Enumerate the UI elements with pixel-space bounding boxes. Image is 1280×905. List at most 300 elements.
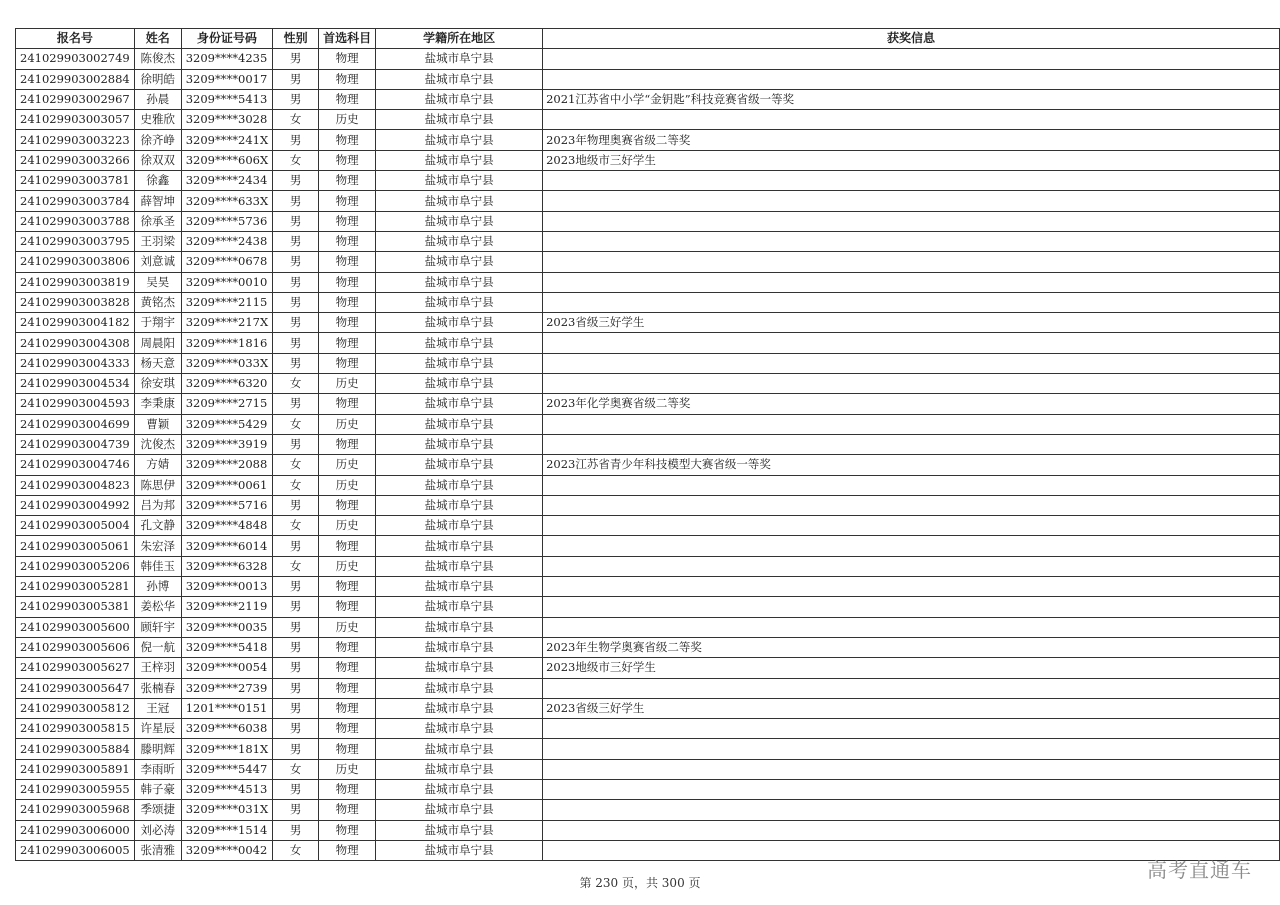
cell-region: 盐城市阜宁县 xyxy=(376,252,543,272)
cell-awards xyxy=(543,211,1280,231)
table-row xyxy=(16,637,1280,657)
cell-gender: 男 xyxy=(273,89,319,109)
cell-id-number: 3209****6328 xyxy=(181,556,272,576)
table-row xyxy=(16,779,1280,799)
cell-name: 徐双双 xyxy=(134,150,181,170)
cell-id-number: 3209****1816 xyxy=(181,333,272,353)
cell-id-number: 3209****4513 xyxy=(181,779,272,799)
cell-registration-no: 241029903005955 xyxy=(16,779,135,799)
table-row xyxy=(16,840,1280,860)
cell-registration-no: 241029903004308 xyxy=(16,333,135,353)
cell-registration-no: 241029903002884 xyxy=(16,69,135,89)
cell-primary-subject: 物理 xyxy=(319,272,376,292)
cell-name: 倪一航 xyxy=(134,637,181,657)
cell-name: 徐鑫 xyxy=(134,171,181,191)
cell-id-number: 3209****241X xyxy=(181,130,272,150)
cell-registration-no: 241029903004823 xyxy=(16,475,135,495)
cell-name: 王梓羽 xyxy=(134,658,181,678)
cell-awards xyxy=(543,231,1280,251)
cell-primary-subject: 历史 xyxy=(319,617,376,637)
cell-name: 许星辰 xyxy=(134,719,181,739)
cell-gender: 男 xyxy=(273,272,319,292)
cell-awards xyxy=(543,820,1280,840)
cell-awards xyxy=(543,759,1280,779)
table-row xyxy=(16,211,1280,231)
cell-gender: 男 xyxy=(273,130,319,150)
header-name: 姓名 xyxy=(134,29,181,49)
cell-registration-no: 241029903003266 xyxy=(16,150,135,170)
cell-gender: 男 xyxy=(273,211,319,231)
cell-registration-no: 241029903005627 xyxy=(16,658,135,678)
cell-id-number: 3209****606X xyxy=(181,150,272,170)
cell-primary-subject: 物理 xyxy=(319,800,376,820)
cell-region: 盐城市阜宁县 xyxy=(376,516,543,536)
cell-id-number: 3209****6014 xyxy=(181,536,272,556)
cell-primary-subject: 历史 xyxy=(319,455,376,475)
cell-registration-no: 241029903005206 xyxy=(16,556,135,576)
cell-primary-subject: 历史 xyxy=(319,475,376,495)
cell-gender: 男 xyxy=(273,536,319,556)
cell-registration-no: 241029903002749 xyxy=(16,49,135,69)
cell-name: 张清雅 xyxy=(134,840,181,860)
cell-name: 徐齐峥 xyxy=(134,130,181,150)
cell-region: 盐城市阜宁县 xyxy=(376,475,543,495)
cell-primary-subject: 物理 xyxy=(319,658,376,678)
cell-region: 盐城市阜宁县 xyxy=(376,739,543,759)
cell-id-number: 3209****5429 xyxy=(181,414,272,434)
table-row xyxy=(16,516,1280,536)
cell-primary-subject: 物理 xyxy=(319,211,376,231)
cell-primary-subject: 历史 xyxy=(319,374,376,394)
cell-awards xyxy=(543,516,1280,536)
header-gender: 性别 xyxy=(273,29,319,49)
watermark-logo: 高考直通车 xyxy=(1147,858,1252,882)
cell-awards xyxy=(543,556,1280,576)
cell-id-number: 3209****033X xyxy=(181,353,272,373)
table-row xyxy=(16,719,1280,739)
cell-awards xyxy=(543,536,1280,556)
cell-awards xyxy=(543,414,1280,434)
cell-awards: 2023江苏省青少年科技模型大赛省级一等奖 xyxy=(543,455,1280,475)
cell-region: 盐城市阜宁县 xyxy=(376,455,543,475)
cell-gender: 男 xyxy=(273,191,319,211)
cell-name: 黄铭杰 xyxy=(134,292,181,312)
cell-region: 盐城市阜宁县 xyxy=(376,49,543,69)
table-row xyxy=(16,333,1280,353)
cell-name: 韩佳玉 xyxy=(134,556,181,576)
cell-name: 滕明辉 xyxy=(134,739,181,759)
cell-name: 薛智坤 xyxy=(134,191,181,211)
cell-region: 盐城市阜宁县 xyxy=(376,110,543,130)
cell-primary-subject: 物理 xyxy=(319,191,376,211)
table-row xyxy=(16,69,1280,89)
cell-region: 盐城市阜宁县 xyxy=(376,698,543,718)
cell-region: 盐城市阜宁县 xyxy=(376,556,543,576)
cell-name: 陈俊杰 xyxy=(134,49,181,69)
cell-region: 盐城市阜宁县 xyxy=(376,759,543,779)
cell-awards: 2023地级市三好学生 xyxy=(543,150,1280,170)
cell-region: 盐城市阜宁县 xyxy=(376,719,543,739)
cell-id-number: 3209****5716 xyxy=(181,495,272,515)
cell-gender: 女 xyxy=(273,150,319,170)
cell-awards xyxy=(543,191,1280,211)
table-row xyxy=(16,130,1280,150)
cell-primary-subject: 物理 xyxy=(319,231,376,251)
table-row xyxy=(16,658,1280,678)
cell-name: 曹颖 xyxy=(134,414,181,434)
cell-name: 吕为邦 xyxy=(134,495,181,515)
cell-primary-subject: 历史 xyxy=(319,414,376,434)
cell-registration-no: 241029903005281 xyxy=(16,577,135,597)
cell-gender: 男 xyxy=(273,333,319,353)
cell-awards xyxy=(543,49,1280,69)
cell-gender: 男 xyxy=(273,637,319,657)
table-row xyxy=(16,556,1280,576)
cell-id-number: 3209****2088 xyxy=(181,455,272,475)
cell-primary-subject: 物理 xyxy=(319,89,376,109)
table-row xyxy=(16,353,1280,373)
cell-name: 孙晨 xyxy=(134,89,181,109)
cell-primary-subject: 物理 xyxy=(319,495,376,515)
cell-id-number: 3209****5447 xyxy=(181,759,272,779)
cell-region: 盐城市阜宁县 xyxy=(376,597,543,617)
cell-name: 徐安琪 xyxy=(134,374,181,394)
cell-region: 盐城市阜宁县 xyxy=(376,150,543,170)
header-registration-no: 报名号 xyxy=(16,29,135,49)
cell-gender: 女 xyxy=(273,414,319,434)
cell-registration-no: 241029903003784 xyxy=(16,191,135,211)
table-row xyxy=(16,374,1280,394)
cell-id-number: 3209****1514 xyxy=(181,820,272,840)
cell-region: 盐城市阜宁县 xyxy=(376,353,543,373)
cell-region: 盐城市阜宁县 xyxy=(376,211,543,231)
cell-registration-no: 241029903005600 xyxy=(16,617,135,637)
cell-registration-no: 241029903005968 xyxy=(16,800,135,820)
cell-name: 刘必涛 xyxy=(134,820,181,840)
cell-awards xyxy=(543,739,1280,759)
cell-primary-subject: 历史 xyxy=(319,759,376,779)
cell-registration-no: 241029903003781 xyxy=(16,171,135,191)
cell-primary-subject: 物理 xyxy=(319,333,376,353)
cell-id-number: 3209****4848 xyxy=(181,516,272,536)
cell-primary-subject: 历史 xyxy=(319,110,376,130)
cell-name: 陈思伊 xyxy=(134,475,181,495)
cell-registration-no: 241029903003788 xyxy=(16,211,135,231)
cell-awards xyxy=(543,495,1280,515)
cell-name: 孙博 xyxy=(134,577,181,597)
cell-id-number: 3209****5418 xyxy=(181,637,272,657)
cell-registration-no: 241029903003057 xyxy=(16,110,135,130)
cell-id-number: 3209****2434 xyxy=(181,171,272,191)
cell-region: 盐城市阜宁县 xyxy=(376,536,543,556)
cell-gender: 男 xyxy=(273,820,319,840)
cell-region: 盐城市阜宁县 xyxy=(376,840,543,860)
cell-gender: 女 xyxy=(273,556,319,576)
cell-gender: 男 xyxy=(273,49,319,69)
cell-id-number: 3209****217X xyxy=(181,313,272,333)
cell-primary-subject: 物理 xyxy=(319,840,376,860)
cell-registration-no: 241029903003806 xyxy=(16,252,135,272)
cell-registration-no: 241029903005812 xyxy=(16,698,135,718)
table-row xyxy=(16,252,1280,272)
cell-gender: 男 xyxy=(273,495,319,515)
cell-id-number: 3209****2438 xyxy=(181,231,272,251)
cell-registration-no: 241029903005606 xyxy=(16,637,135,657)
table-row xyxy=(16,49,1280,69)
table-row xyxy=(16,678,1280,698)
cell-registration-no: 241029903004182 xyxy=(16,313,135,333)
cell-registration-no: 241029903003223 xyxy=(16,130,135,150)
cell-registration-no: 241029903003828 xyxy=(16,292,135,312)
cell-id-number: 3209****0061 xyxy=(181,475,272,495)
header-region: 学籍所在地区 xyxy=(376,29,543,49)
cell-awards: 2023省级三好学生 xyxy=(543,313,1280,333)
cell-registration-no: 241029903005004 xyxy=(16,516,135,536)
cell-id-number: 3209****3919 xyxy=(181,434,272,454)
cell-primary-subject: 物理 xyxy=(319,577,376,597)
table-row xyxy=(16,231,1280,251)
cell-gender: 女 xyxy=(273,516,319,536)
cell-id-number: 3209****4235 xyxy=(181,49,272,69)
table-row xyxy=(16,759,1280,779)
cell-primary-subject: 物理 xyxy=(319,394,376,414)
cell-registration-no: 241029903006000 xyxy=(16,820,135,840)
cell-name: 周晨阳 xyxy=(134,333,181,353)
table-row xyxy=(16,577,1280,597)
cell-name: 史雅欣 xyxy=(134,110,181,130)
cell-name: 李秉康 xyxy=(134,394,181,414)
cell-primary-subject: 物理 xyxy=(319,353,376,373)
cell-primary-subject: 物理 xyxy=(319,130,376,150)
cell-awards xyxy=(543,110,1280,130)
cell-registration-no: 241029903005884 xyxy=(16,739,135,759)
cell-region: 盐城市阜宁县 xyxy=(376,779,543,799)
cell-primary-subject: 物理 xyxy=(319,698,376,718)
cell-primary-subject: 物理 xyxy=(319,252,376,272)
cell-primary-subject: 物理 xyxy=(319,313,376,333)
cell-name: 孔文静 xyxy=(134,516,181,536)
cell-id-number: 3209****0042 xyxy=(181,840,272,860)
cell-registration-no: 241029903004333 xyxy=(16,353,135,373)
cell-gender: 女 xyxy=(273,110,319,130)
cell-registration-no: 241029903003795 xyxy=(16,231,135,251)
cell-id-number: 3209****2119 xyxy=(181,597,272,617)
cell-gender: 男 xyxy=(273,252,319,272)
cell-id-number: 3209****6038 xyxy=(181,719,272,739)
cell-awards: 2023年物理奥赛省级二等奖 xyxy=(543,130,1280,150)
cell-registration-no: 241029903004593 xyxy=(16,394,135,414)
table-row xyxy=(16,191,1280,211)
cell-region: 盐城市阜宁县 xyxy=(376,577,543,597)
cell-name: 杨天意 xyxy=(134,353,181,373)
cell-awards: 2023年生物学奥赛省级二等奖 xyxy=(543,637,1280,657)
page-number-text: 第 230 页，共 300 页 xyxy=(579,876,701,890)
cell-name: 刘意诚 xyxy=(134,252,181,272)
cell-id-number: 3209****5736 xyxy=(181,211,272,231)
header-awards: 获奖信息 xyxy=(543,29,1280,49)
cell-region: 盐城市阜宁县 xyxy=(376,69,543,89)
cell-id-number: 3209****3028 xyxy=(181,110,272,130)
cell-gender: 男 xyxy=(273,394,319,414)
cell-registration-no: 241029903004534 xyxy=(16,374,135,394)
cell-name: 朱宏泽 xyxy=(134,536,181,556)
cell-primary-subject: 物理 xyxy=(319,637,376,657)
cell-gender: 男 xyxy=(273,597,319,617)
cell-id-number: 3209****5413 xyxy=(181,89,272,109)
cell-awards xyxy=(543,597,1280,617)
cell-gender: 女 xyxy=(273,759,319,779)
cell-id-number: 3209****031X xyxy=(181,800,272,820)
cell-awards xyxy=(543,678,1280,698)
header-id-number: 身份证号码 xyxy=(181,29,272,49)
cell-primary-subject: 物理 xyxy=(319,150,376,170)
cell-id-number: 3209****0054 xyxy=(181,658,272,678)
table-row xyxy=(16,394,1280,414)
cell-id-number: 3209****0017 xyxy=(181,69,272,89)
cell-gender: 男 xyxy=(273,434,319,454)
cell-id-number: 3209****0010 xyxy=(181,272,272,292)
cell-id-number: 3209****6320 xyxy=(181,374,272,394)
cell-name: 于翔宇 xyxy=(134,313,181,333)
cell-gender: 男 xyxy=(273,577,319,597)
cell-gender: 男 xyxy=(273,678,319,698)
cell-region: 盐城市阜宁县 xyxy=(376,637,543,657)
table-row xyxy=(16,414,1280,434)
cell-awards xyxy=(543,69,1280,89)
cell-primary-subject: 物理 xyxy=(319,719,376,739)
cell-name: 顾轩宇 xyxy=(134,617,181,637)
table-row xyxy=(16,89,1280,109)
cell-id-number: 3209****2739 xyxy=(181,678,272,698)
cell-name: 沈俊杰 xyxy=(134,434,181,454)
table-row xyxy=(16,536,1280,556)
cell-name: 韩子豪 xyxy=(134,779,181,799)
cell-region: 盐城市阜宁县 xyxy=(376,658,543,678)
cell-primary-subject: 物理 xyxy=(319,678,376,698)
cell-gender: 男 xyxy=(273,658,319,678)
table-row xyxy=(16,597,1280,617)
cell-region: 盐城市阜宁县 xyxy=(376,292,543,312)
cell-awards xyxy=(543,719,1280,739)
cell-registration-no: 241029903005061 xyxy=(16,536,135,556)
cell-name: 张楠春 xyxy=(134,678,181,698)
cell-region: 盐城市阜宁县 xyxy=(376,333,543,353)
cell-registration-no: 241029903004746 xyxy=(16,455,135,475)
table-row xyxy=(16,495,1280,515)
cell-primary-subject: 物理 xyxy=(319,739,376,759)
cell-registration-no: 241029903004739 xyxy=(16,434,135,454)
cell-id-number: 3209****2715 xyxy=(181,394,272,414)
cell-awards xyxy=(543,292,1280,312)
cell-gender: 男 xyxy=(273,719,319,739)
cell-awards xyxy=(543,374,1280,394)
cell-region: 盐城市阜宁县 xyxy=(376,394,543,414)
cell-name: 季颂捷 xyxy=(134,800,181,820)
table-row xyxy=(16,800,1280,820)
cell-awards xyxy=(543,779,1280,799)
cell-id-number: 3209****0678 xyxy=(181,252,272,272)
cell-awards xyxy=(543,333,1280,353)
cell-registration-no: 241029903003819 xyxy=(16,272,135,292)
cell-registration-no: 241029903004699 xyxy=(16,414,135,434)
cell-awards xyxy=(543,475,1280,495)
cell-region: 盐城市阜宁县 xyxy=(376,434,543,454)
table-row xyxy=(16,292,1280,312)
cell-name: 吴昊 xyxy=(134,272,181,292)
table-row xyxy=(16,820,1280,840)
cell-gender: 男 xyxy=(273,292,319,312)
cell-awards xyxy=(543,353,1280,373)
table-row xyxy=(16,698,1280,718)
cell-primary-subject: 物理 xyxy=(319,171,376,191)
cell-region: 盐城市阜宁县 xyxy=(376,820,543,840)
cell-name: 徐承圣 xyxy=(134,211,181,231)
student-table xyxy=(15,28,1280,861)
cell-gender: 男 xyxy=(273,171,319,191)
cell-id-number: 3209****0013 xyxy=(181,577,272,597)
table-row xyxy=(16,617,1280,637)
cell-id-number: 3209****181X xyxy=(181,739,272,759)
cell-name: 王羽梁 xyxy=(134,231,181,251)
cell-awards xyxy=(543,577,1280,597)
cell-gender: 男 xyxy=(273,617,319,637)
cell-awards xyxy=(543,171,1280,191)
cell-gender: 男 xyxy=(273,231,319,251)
cell-region: 盐城市阜宁县 xyxy=(376,272,543,292)
cell-awards xyxy=(543,272,1280,292)
cell-region: 盐城市阜宁县 xyxy=(376,89,543,109)
cell-gender: 男 xyxy=(273,353,319,373)
header-row xyxy=(16,29,1280,49)
cell-registration-no: 241029903002967 xyxy=(16,89,135,109)
cell-registration-no: 241029903005891 xyxy=(16,759,135,779)
cell-region: 盐城市阜宁县 xyxy=(376,313,543,333)
cell-region: 盐城市阜宁县 xyxy=(376,171,543,191)
cell-registration-no: 241029903005647 xyxy=(16,678,135,698)
cell-awards xyxy=(543,252,1280,272)
cell-primary-subject: 物理 xyxy=(319,597,376,617)
cell-primary-subject: 物理 xyxy=(319,69,376,89)
cell-region: 盐城市阜宁县 xyxy=(376,495,543,515)
cell-registration-no: 241029903004992 xyxy=(16,495,135,515)
table-row xyxy=(16,739,1280,759)
cell-id-number: 1201****0151 xyxy=(181,698,272,718)
cell-primary-subject: 历史 xyxy=(319,556,376,576)
cell-primary-subject: 物理 xyxy=(319,49,376,69)
cell-gender: 女 xyxy=(273,455,319,475)
cell-registration-no: 241029903005381 xyxy=(16,597,135,617)
cell-region: 盐城市阜宁县 xyxy=(376,678,543,698)
cell-awards: 2021江苏省中小学“金钥匙”科技竞赛省级一等奖 xyxy=(543,89,1280,109)
cell-awards: 2023省级三好学生 xyxy=(543,698,1280,718)
cell-primary-subject: 物理 xyxy=(319,820,376,840)
cell-region: 盐城市阜宁县 xyxy=(376,191,543,211)
cell-registration-no: 241029903005815 xyxy=(16,719,135,739)
table-row xyxy=(16,150,1280,170)
cell-gender: 男 xyxy=(273,779,319,799)
cell-awards: 2023年化学奥赛省级二等奖 xyxy=(543,394,1280,414)
table-row xyxy=(16,434,1280,454)
table-row xyxy=(16,110,1280,130)
cell-name: 方婧 xyxy=(134,455,181,475)
cell-primary-subject: 物理 xyxy=(319,292,376,312)
cell-id-number: 3209****2115 xyxy=(181,292,272,312)
cell-name: 王冠 xyxy=(134,698,181,718)
cell-name: 姜松华 xyxy=(134,597,181,617)
cell-primary-subject: 物理 xyxy=(319,536,376,556)
cell-primary-subject: 物理 xyxy=(319,779,376,799)
table-row xyxy=(16,313,1280,333)
